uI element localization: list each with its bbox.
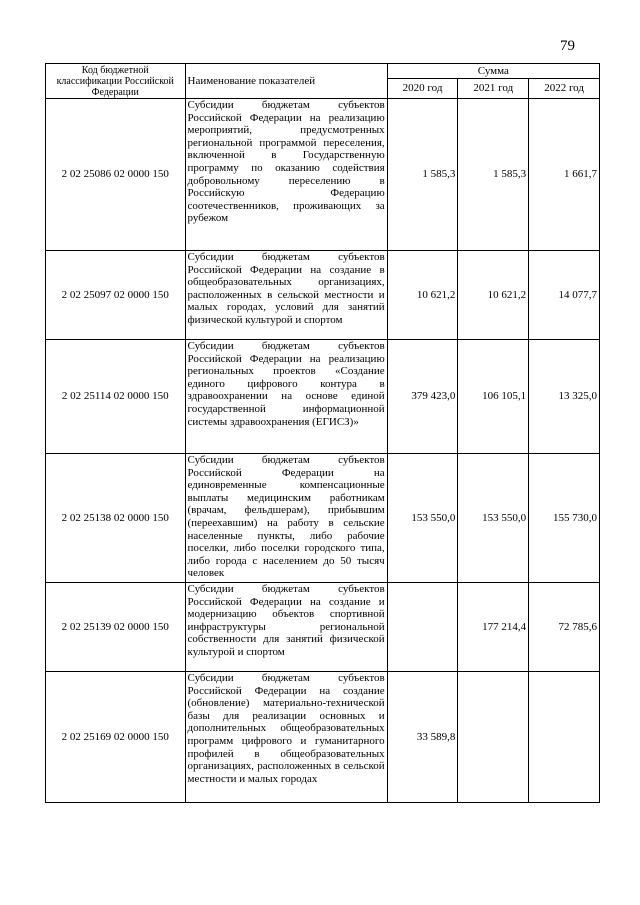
table-row <box>46 454 600 583</box>
header-year-2022: 2022 год <box>529 79 600 99</box>
row-value-2022: 72 785,6 <box>529 583 600 672</box>
table-row <box>46 583 600 672</box>
table-row <box>46 251 600 340</box>
row-code: 2 02 25114 02 0000 150 <box>46 340 186 454</box>
header-year-2021: 2021 год <box>458 79 529 99</box>
row-name: Субсидии бюджетам субъектов Российской Федерации на реализацию региональных проектов «Создание единого цифрового контура в здравоохранении на основе единой государственной информационной системы здравоохранения (ЕГИСЗ)» <box>185 340 387 454</box>
row-value-2021: 10 621,2 <box>458 251 529 340</box>
row-name: Субсидии бюджетам субъектов Российской Федерации на создание (обновление) материально-технической базы для реализации основных и дополнительных общеобразовательных программ цифрового и гуманитарного профилей в общеобразовательных организациях, расположенных в сельской местности и малых городах <box>185 672 387 803</box>
row-name: Субсидии бюджетам субъектов Российской Федерации на создание и модернизацию объектов спортивной инфраструктуры региональной собственности для занятий физической культурой и спортом <box>185 583 387 672</box>
row-name: Субсидии бюджетам субъектов Российской Федерации на создание в общеобразовательных организациях, расположенных в сельской местности и малых городах, условий для занятий физической культурой и спортом <box>185 251 387 340</box>
row-name: Субсидии бюджетам субъектов Российской Федерации на единовременные компенсационные выплаты медицинским работникам (врачам, фельдшерам), прибывшим (переехавшим) на работу в сельские населенные пункты, либо рабочие поселки, либо поселки городского типа, либо города с населением до 50 тысяч человек <box>185 454 387 583</box>
row-value-2021 <box>458 672 529 803</box>
row-value-2020: 1 585,3 <box>387 99 458 251</box>
header-year-2020: 2020 год <box>387 79 458 99</box>
header-name: Наименование показателей <box>185 64 387 99</box>
row-value-2022: 14 077,7 <box>529 251 600 340</box>
row-value-2021: 177 214,4 <box>458 583 529 672</box>
table-row <box>46 340 600 454</box>
row-value-2020: 379 423,0 <box>387 340 458 454</box>
row-code: 2 02 25097 02 0000 150 <box>46 251 186 340</box>
row-value-2021: 1 585,3 <box>458 99 529 251</box>
page-number: 79 <box>560 38 575 54</box>
row-code: 2 02 25086 02 0000 150 <box>46 99 186 251</box>
row-value-2020 <box>387 583 458 672</box>
row-code: 2 02 25139 02 0000 150 <box>46 583 186 672</box>
row-value-2022: 155 730,0 <box>529 454 600 583</box>
row-value-2020: 153 550,0 <box>387 454 458 583</box>
row-value-2020: 33 589,8 <box>387 672 458 803</box>
row-value-2021: 106 105,1 <box>458 340 529 454</box>
row-name: Субсидии бюджетам субъектов Российской Федерации на реализацию мероприятий, предусмотренных региональной программой переселения, включенной в Государственную программу по оказанию содействия добровольному переселению в Российскую Федерацию соотечественников, проживающих за рубежом <box>185 99 387 251</box>
row-code: 2 02 25138 02 0000 150 <box>46 454 186 583</box>
header-code: Код бюджетной классификации Российской Федерации <box>46 64 186 99</box>
row-value-2022: 13 325,0 <box>529 340 600 454</box>
row-value-2022: 1 661,7 <box>529 99 600 251</box>
budget-table <box>45 63 600 803</box>
header-sum: Сумма <box>387 64 599 79</box>
table-row <box>46 672 600 803</box>
row-value-2020: 10 621,2 <box>387 251 458 340</box>
table-row <box>46 99 600 251</box>
row-code: 2 02 25169 02 0000 150 <box>46 672 186 803</box>
row-value-2021: 153 550,0 <box>458 454 529 583</box>
row-value-2022 <box>529 672 600 803</box>
